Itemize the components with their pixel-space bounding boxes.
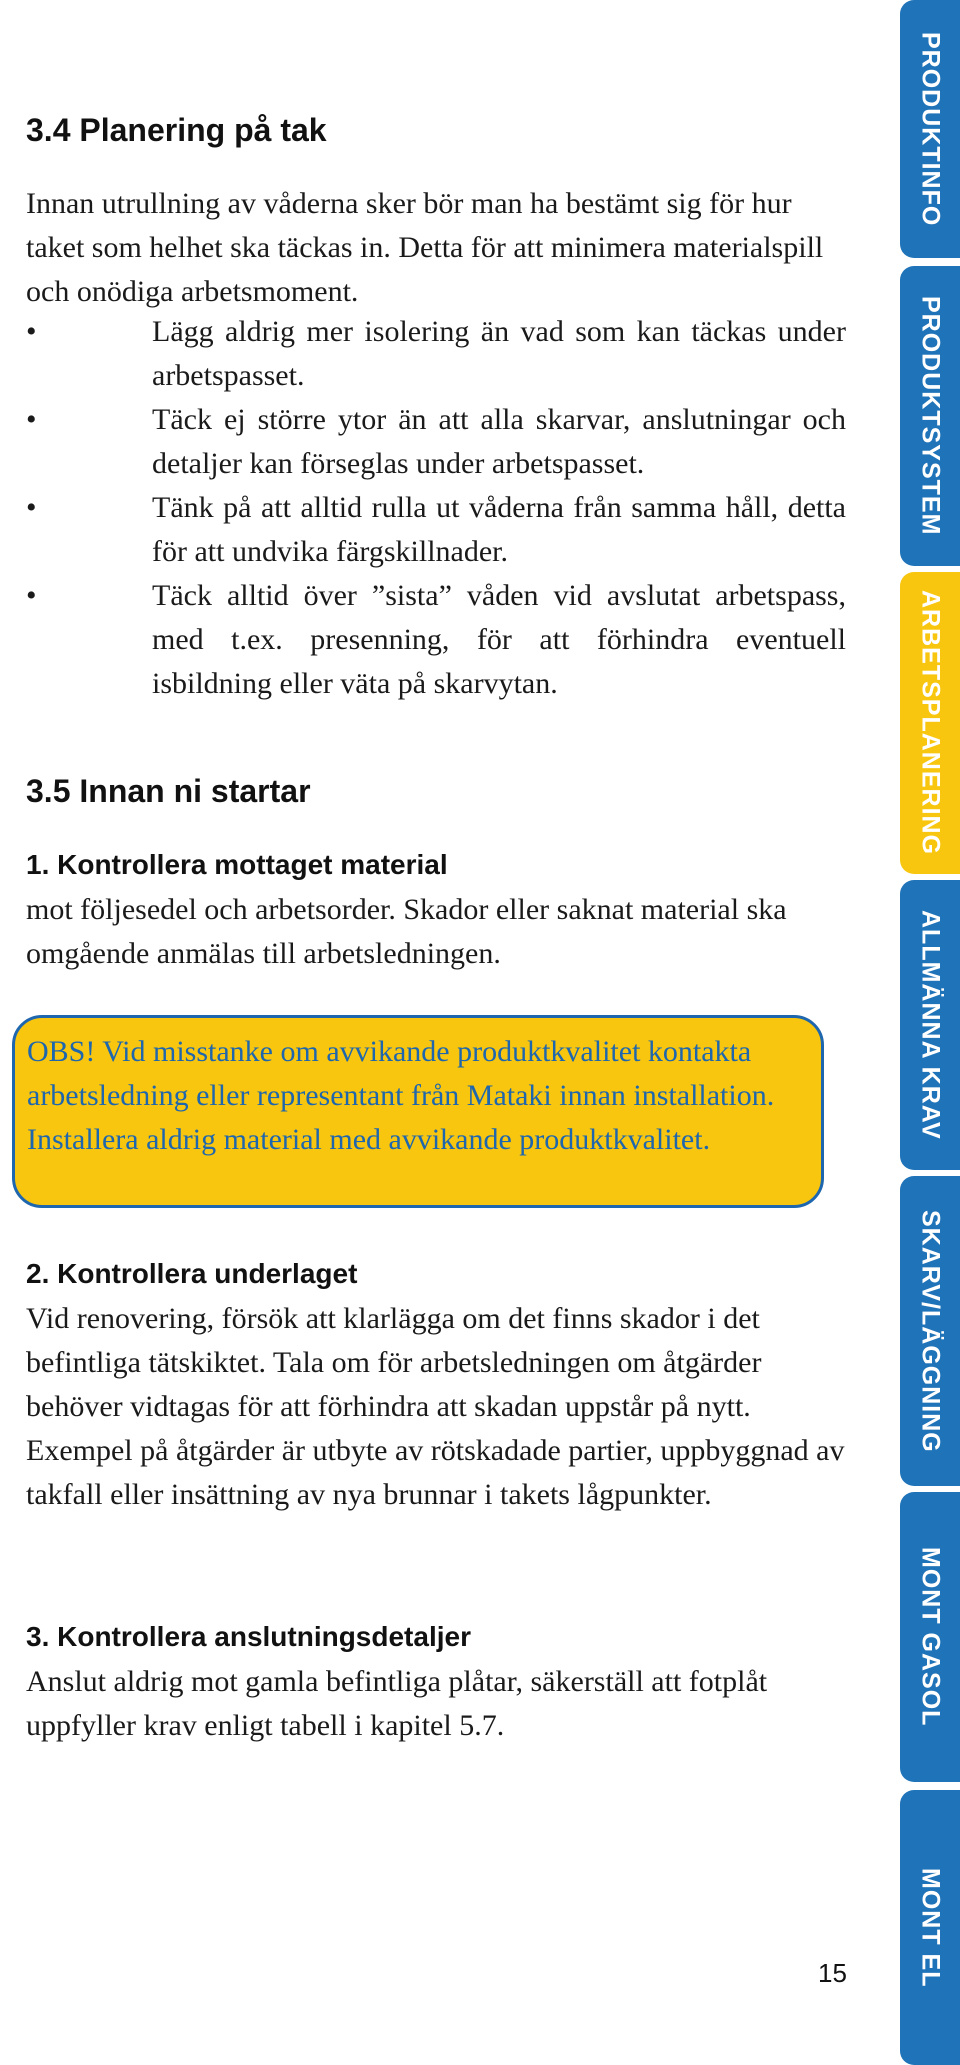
tab-produktinfo[interactable]	[900, 0, 960, 258]
list-item: • Lägg aldrig mer isolering än vad som kan täckas under arbetspasset.	[26, 310, 846, 398]
item3-title: 3. Kontrollera anslutningsdetaljer	[26, 1621, 471, 1652]
tab-label: SKARV/LÄGGNING	[916, 1209, 945, 1453]
obs-notice-box	[12, 1015, 824, 1208]
tab-label: ALLMÄNNA KRAV	[916, 910, 945, 1140]
tab-allmanna-krav[interactable]	[900, 880, 960, 1170]
list-item: • Täck ej större ytor än att alla skarvar, anslutningar och detaljer kan förseglas under arbetspasset.	[26, 398, 846, 486]
obs-notice-text: OBS! Vid misstanke om avvikande produktkvalitet kontakta arbetsledning eller representant från Mataki innan installation. Installera aldrig material med avvikande produktkvalitet.	[27, 1035, 775, 1156]
item2-text: Vid renovering, försök att klarlägga om det finns skador i det befintliga tätskiktet. Tala om för arbetsledningen om åtgärder behöver vidtagas för att förhindra att skadan uppstår på nytt. Exempel på åtgärder är utbyte av rötskadade partier, uppbyggnad av takfall eller insättning av nya brunnar i takets lågpunkter.	[26, 1302, 845, 1511]
section-heading-innan: 3.5 Innan ni startar	[26, 773, 311, 809]
tab-skarv-laggning[interactable]	[900, 1176, 960, 1486]
tab-mont-el[interactable]	[900, 1790, 960, 2065]
item3-text: Anslut aldrig mot gamla befintliga plåtar, säkerställ att fotplåt uppfyller krav enligt tabell i kapitel 5.7.	[26, 1665, 768, 1742]
bullet-icon: •	[26, 403, 37, 436]
tab-label: PRODUKTINFO	[916, 31, 945, 227]
item1-title: 1. Kontrollera mottaget material	[26, 849, 448, 880]
bullet-icon: •	[26, 491, 37, 524]
bullet-icon: •	[26, 315, 37, 348]
planning-bullet-list	[26, 310, 846, 706]
tab-label: ARBETSPLANERING	[916, 590, 945, 856]
section-heading-planering: 3.4 Planering på tak	[26, 112, 327, 148]
bullet-icon: •	[26, 579, 37, 612]
intro-paragraph: Innan utrullning av våderna sker bör man ha bestämt sig för hur taket som helhet ska täckas in. Detta för att minimera materialspill och onödiga arbetsmoment.	[26, 187, 824, 308]
list-item: • Tänk på att alltid rulla ut våderna från samma håll, detta för att undvika färgskillnader.	[26, 486, 846, 574]
chapter-tabs	[900, 0, 960, 2065]
tab-mont-gasol[interactable]	[900, 1492, 960, 1782]
tab-label: MONT EL	[916, 1867, 945, 1988]
tab-produktsystem[interactable]	[900, 266, 960, 566]
list-item: • Täck alltid över ”sista” våden vid avslutat arbetspass, med t.ex. presenning, för att förhindra eventuell isbildning eller väta på skarvytan.	[26, 574, 846, 706]
item1-text: mot följesedel och arbetsorder. Skador eller saknat material ska omgående anmälas till arbetsledningen.	[26, 893, 787, 970]
item2-title: 2. Kontrollera underlaget	[26, 1258, 358, 1289]
tab-label: PRODUKTSYSTEM	[916, 296, 945, 536]
page-number: 15	[818, 1958, 847, 1988]
tab-label: MONT GASOL	[916, 1547, 945, 1727]
tab-arbetsplanering[interactable]	[900, 572, 960, 874]
